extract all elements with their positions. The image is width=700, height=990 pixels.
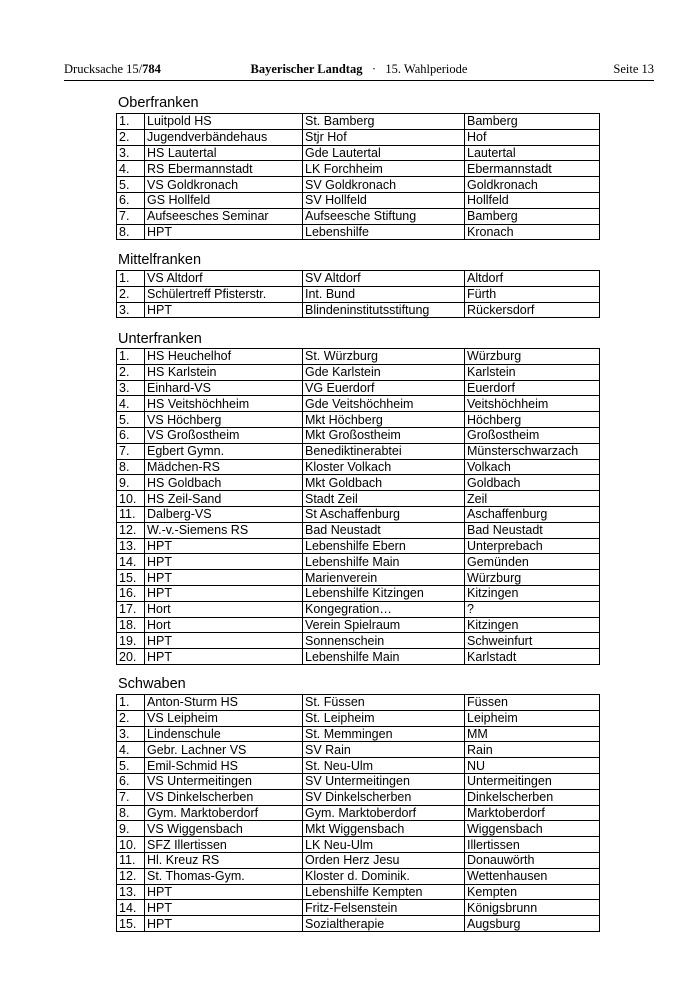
sponsor-name: Kloster Volkach xyxy=(303,459,465,475)
school-name: Egbert Gymn. xyxy=(145,443,303,459)
row-number: 8. xyxy=(117,224,145,240)
school-name: VS Goldkronach xyxy=(145,177,303,193)
document-number-value: 784 xyxy=(142,62,161,76)
school-name: Emil-Schmid HS xyxy=(145,758,303,774)
table-row xyxy=(117,161,600,177)
table-row xyxy=(117,192,600,208)
table-row xyxy=(117,742,600,758)
school-name: Aufseesches Seminar xyxy=(145,208,303,224)
header-center xyxy=(64,62,654,77)
section-title-schwaben: Schwaben xyxy=(118,676,186,692)
school-name: HPT xyxy=(145,633,303,649)
school-name: VS Wiggensbach xyxy=(145,821,303,837)
school-name: Anton-Sturm HS xyxy=(145,695,303,711)
table-schwaben xyxy=(116,694,600,932)
table-row xyxy=(117,758,600,774)
school-name: Gebr. Lachner VS xyxy=(145,742,303,758)
sponsor-name: St. Bamberg xyxy=(303,114,465,130)
sponsor-name: Lebenshilfe Main xyxy=(303,554,465,570)
sponsor-name: Benediktinerabtei xyxy=(303,443,465,459)
table-row xyxy=(117,821,600,837)
sponsor-name: Orden Herz Jesu xyxy=(303,852,465,868)
table-row xyxy=(117,286,600,302)
row-number: 4. xyxy=(117,742,145,758)
sponsor-name: Kloster d. Dominik. xyxy=(303,868,465,884)
table-row xyxy=(117,900,600,916)
school-name: HPT xyxy=(145,570,303,586)
row-number: 1. xyxy=(117,271,145,287)
location-name: Gemünden xyxy=(465,554,600,570)
sponsor-name: St. Neu-Ulm xyxy=(303,758,465,774)
row-number: 6. xyxy=(117,192,145,208)
school-name: HPT xyxy=(145,224,303,240)
row-number: 16. xyxy=(117,585,145,601)
school-name: HPT xyxy=(145,884,303,900)
row-number: 2. xyxy=(117,129,145,145)
table-row xyxy=(117,554,600,570)
table-row xyxy=(117,852,600,868)
location-name: Euerdorf xyxy=(465,380,600,396)
row-number: 15. xyxy=(117,916,145,932)
school-name: St. Thomas-Gym. xyxy=(145,868,303,884)
school-name: Einhard-VS xyxy=(145,380,303,396)
school-name: Hort xyxy=(145,601,303,617)
school-name: HS Goldbach xyxy=(145,475,303,491)
school-name: Luitpold HS xyxy=(145,114,303,130)
sponsor-name: Lebenshilfe xyxy=(303,224,465,240)
table-row xyxy=(117,396,600,412)
sponsor-name: St. Würzburg xyxy=(303,349,465,365)
school-name: HPT xyxy=(145,538,303,554)
row-number: 8. xyxy=(117,459,145,475)
sponsor-name: Lebenshilfe Kitzingen xyxy=(303,585,465,601)
row-number: 5. xyxy=(117,412,145,428)
sponsor-name: SV Untermeitingen xyxy=(303,773,465,789)
row-number: 15. xyxy=(117,570,145,586)
school-name: Hort xyxy=(145,617,303,633)
row-number: 12. xyxy=(117,868,145,884)
school-name: Hl. Kreuz RS xyxy=(145,852,303,868)
table-row xyxy=(117,538,600,554)
table-oberfranken xyxy=(116,113,600,240)
row-number: 5. xyxy=(117,758,145,774)
location-name: Kempten xyxy=(465,884,600,900)
row-number: 9. xyxy=(117,475,145,491)
school-name: Jugendverbändehaus xyxy=(145,129,303,145)
location-name: Augsburg xyxy=(465,916,600,932)
location-name: Wiggensbach xyxy=(465,821,600,837)
school-name: HPT xyxy=(145,554,303,570)
table-row xyxy=(117,601,600,617)
table-row xyxy=(117,129,600,145)
sponsor-name: Mkt Höchberg xyxy=(303,412,465,428)
row-number: 18. xyxy=(117,617,145,633)
sponsor-name: Mkt Wiggensbach xyxy=(303,821,465,837)
row-number: 3. xyxy=(117,302,145,318)
row-number: 1. xyxy=(117,695,145,711)
row-number: 3. xyxy=(117,380,145,396)
school-name: HS Veitshöchheim xyxy=(145,396,303,412)
school-name: Schülertreff Pfisterstr. xyxy=(145,286,303,302)
sponsor-name: Bad Neustadt xyxy=(303,522,465,538)
location-name: Hof xyxy=(465,129,600,145)
sponsor-name: LK Neu-Ulm xyxy=(303,837,465,853)
sponsor-name: Lebenshilfe Ebern xyxy=(303,538,465,554)
table-row xyxy=(117,522,600,538)
sponsor-name: St Aschaffenburg xyxy=(303,506,465,522)
sponsor-name: St. Leipheim xyxy=(303,710,465,726)
page-header xyxy=(64,62,654,78)
school-name: HPT xyxy=(145,649,303,665)
row-number: 4. xyxy=(117,396,145,412)
table-row xyxy=(117,805,600,821)
row-number: 1. xyxy=(117,349,145,365)
sponsor-name: Gde Karlstein xyxy=(303,364,465,380)
row-number: 17. xyxy=(117,601,145,617)
school-name: VS Großostheim xyxy=(145,427,303,443)
row-number: 11. xyxy=(117,852,145,868)
table-row xyxy=(117,617,600,633)
row-number: 8. xyxy=(117,805,145,821)
school-name: W.-v.-Siemens RS xyxy=(145,522,303,538)
sponsor-name: Sonnenschein xyxy=(303,633,465,649)
table-row xyxy=(117,710,600,726)
table-row xyxy=(117,475,600,491)
table-row xyxy=(117,380,600,396)
location-name: Unterprebach xyxy=(465,538,600,554)
sponsor-name: SV Dinkelscherben xyxy=(303,789,465,805)
school-name: VS Dinkelscherben xyxy=(145,789,303,805)
location-name: NU xyxy=(465,758,600,774)
sponsor-name: St. Memmingen xyxy=(303,726,465,742)
location-name: Aschaffenburg xyxy=(465,506,600,522)
publisher-name: Bayerischer Landtag xyxy=(250,62,363,76)
sponsor-name: Lebenshilfe Main xyxy=(303,649,465,665)
sponsor-name: Stadt Zeil xyxy=(303,491,465,507)
table-row xyxy=(117,773,600,789)
row-number: 2. xyxy=(117,286,145,302)
table-row xyxy=(117,427,600,443)
row-number: 1. xyxy=(117,114,145,130)
location-name: Rückersdorf xyxy=(465,302,600,318)
row-number: 10. xyxy=(117,491,145,507)
school-name: Dalberg-VS xyxy=(145,506,303,522)
header-rule xyxy=(64,80,654,81)
page-number: Seite 13 xyxy=(613,62,654,76)
location-name: Untermeitingen xyxy=(465,773,600,789)
school-name: Gym. Marktoberdorf xyxy=(145,805,303,821)
table-mittelfranken xyxy=(116,270,600,318)
row-number: 4. xyxy=(117,161,145,177)
location-name: Illertissen xyxy=(465,837,600,853)
location-name: Veitshöchheim xyxy=(465,396,600,412)
school-name: Lindenschule xyxy=(145,726,303,742)
row-number: 2. xyxy=(117,364,145,380)
row-number: 10. xyxy=(117,837,145,853)
section-title-oberfranken: Oberfranken xyxy=(118,95,199,111)
sponsor-name: Blindeninstitutsstiftung xyxy=(303,302,465,318)
sponsor-name: Gym. Marktoberdorf xyxy=(303,805,465,821)
table-row xyxy=(117,585,600,601)
location-name: Lautertal xyxy=(465,145,600,161)
table-row xyxy=(117,364,600,380)
sponsor-name: SV Hollfeld xyxy=(303,192,465,208)
location-name: MM xyxy=(465,726,600,742)
location-name: Marktoberdorf xyxy=(465,805,600,821)
location-name: Bad Neustadt xyxy=(465,522,600,538)
location-name: Großostheim xyxy=(465,427,600,443)
sponsor-name: SV Goldkronach xyxy=(303,177,465,193)
school-name: HPT xyxy=(145,900,303,916)
school-name: HPT xyxy=(145,585,303,601)
table-row xyxy=(117,349,600,365)
sponsor-name: SV Altdorf xyxy=(303,271,465,287)
row-number: 20. xyxy=(117,649,145,665)
sponsor-name: Kongegration… xyxy=(303,601,465,617)
sponsor-name: Fritz-Felsenstein xyxy=(303,900,465,916)
table-row xyxy=(117,114,600,130)
sponsor-name: Lebenshilfe Kempten xyxy=(303,884,465,900)
location-name: Bamberg xyxy=(465,114,600,130)
table-row xyxy=(117,570,600,586)
table-row xyxy=(117,145,600,161)
row-number: 6. xyxy=(117,427,145,443)
school-name: HS Lautertal xyxy=(145,145,303,161)
document-number-prefix: Drucksache 15/ xyxy=(64,62,143,76)
sponsor-name: VG Euerdorf xyxy=(303,380,465,396)
school-name: GS Hollfeld xyxy=(145,192,303,208)
location-name: Karlstein xyxy=(465,364,600,380)
location-name: Leipheim xyxy=(465,710,600,726)
school-name: VS Höchberg xyxy=(145,412,303,428)
table-row xyxy=(117,208,600,224)
table-row xyxy=(117,506,600,522)
location-name: Volkach xyxy=(465,459,600,475)
location-name: Bamberg xyxy=(465,208,600,224)
school-name: HS Zeil-Sand xyxy=(145,491,303,507)
location-name: Hollfeld xyxy=(465,192,600,208)
table-row xyxy=(117,837,600,853)
sponsor-name: Gde Lautertal xyxy=(303,145,465,161)
sponsor-name: Stjr Hof xyxy=(303,129,465,145)
school-name: HPT xyxy=(145,302,303,318)
table-row xyxy=(117,224,600,240)
location-name: Rain xyxy=(465,742,600,758)
row-number: 6. xyxy=(117,773,145,789)
location-name: Zeil xyxy=(465,491,600,507)
sponsor-name: Int. Bund xyxy=(303,286,465,302)
row-number: 3. xyxy=(117,145,145,161)
location-name: Kitzingen xyxy=(465,585,600,601)
table-row xyxy=(117,649,600,665)
table-row xyxy=(117,177,600,193)
table-row xyxy=(117,726,600,742)
row-number: 3. xyxy=(117,726,145,742)
location-name: Kronach xyxy=(465,224,600,240)
table-unterfranken xyxy=(116,348,600,665)
school-name: VS Altdorf xyxy=(145,271,303,287)
row-number: 2. xyxy=(117,710,145,726)
row-number: 14. xyxy=(117,900,145,916)
school-name: Mädchen-RS xyxy=(145,459,303,475)
location-name: Goldbach xyxy=(465,475,600,491)
section-title-unterfranken: Unterfranken xyxy=(118,331,202,347)
sponsor-name: Aufseesche Stiftung xyxy=(303,208,465,224)
row-number: 12. xyxy=(117,522,145,538)
school-name: HS Karlstein xyxy=(145,364,303,380)
row-number: 7. xyxy=(117,789,145,805)
row-number: 11. xyxy=(117,506,145,522)
table-row xyxy=(117,695,600,711)
school-name: SFZ Illertissen xyxy=(145,837,303,853)
location-name: Goldkronach xyxy=(465,177,600,193)
row-number: 19. xyxy=(117,633,145,649)
sponsor-name: Mkt Goldbach xyxy=(303,475,465,491)
location-name: Würzburg xyxy=(465,570,600,586)
sponsor-name: Mkt Großostheim xyxy=(303,427,465,443)
location-name: Würzburg xyxy=(465,349,600,365)
school-name: HPT xyxy=(145,916,303,932)
row-number: 13. xyxy=(117,884,145,900)
location-name: Karlstadt xyxy=(465,649,600,665)
legislative-period: 15. Wahlperiode xyxy=(385,62,468,76)
location-name: Königsbrunn xyxy=(465,900,600,916)
table-row xyxy=(117,302,600,318)
location-name: Dinkelscherben xyxy=(465,789,600,805)
location-name: Füssen xyxy=(465,695,600,711)
school-name: RS Ebermannstadt xyxy=(145,161,303,177)
sponsor-name: Sozialtherapie xyxy=(303,916,465,932)
sponsor-name: SV Rain xyxy=(303,742,465,758)
table-row xyxy=(117,443,600,459)
location-name: Wettenhausen xyxy=(465,868,600,884)
location-name: Donauwörth xyxy=(465,852,600,868)
row-number: 13. xyxy=(117,538,145,554)
sponsor-name: LK Forchheim xyxy=(303,161,465,177)
table-row xyxy=(117,459,600,475)
table-row xyxy=(117,271,600,287)
table-row xyxy=(117,868,600,884)
row-number: 7. xyxy=(117,443,145,459)
table-row xyxy=(117,412,600,428)
row-number: 5. xyxy=(117,177,145,193)
school-name: HS Heuchelhof xyxy=(145,349,303,365)
table-row xyxy=(117,491,600,507)
sponsor-name: Gde Veitshöchheim xyxy=(303,396,465,412)
header-separator: · xyxy=(371,62,376,76)
location-name: Münsterschwarzach xyxy=(465,443,600,459)
location-name: Altdorf xyxy=(465,271,600,287)
school-name: VS Untermeitingen xyxy=(145,773,303,789)
row-number: 7. xyxy=(117,208,145,224)
location-name: Schweinfurt xyxy=(465,633,600,649)
table-row xyxy=(117,916,600,932)
table-row xyxy=(117,789,600,805)
table-row xyxy=(117,884,600,900)
section-title-mittelfranken: Mittelfranken xyxy=(118,252,202,268)
location-name: Fürth xyxy=(465,286,600,302)
sponsor-name: Verein Spielraum xyxy=(303,617,465,633)
location-name: Kitzingen xyxy=(465,617,600,633)
location-name: Höchberg xyxy=(465,412,600,428)
table-row xyxy=(117,633,600,649)
sponsor-name: Marienverein xyxy=(303,570,465,586)
row-number: 14. xyxy=(117,554,145,570)
location-name: ? xyxy=(465,601,600,617)
row-number: 9. xyxy=(117,821,145,837)
school-name: VS Leipheim xyxy=(145,710,303,726)
location-name: Ebermannstadt xyxy=(465,161,600,177)
sponsor-name: St. Füssen xyxy=(303,695,465,711)
